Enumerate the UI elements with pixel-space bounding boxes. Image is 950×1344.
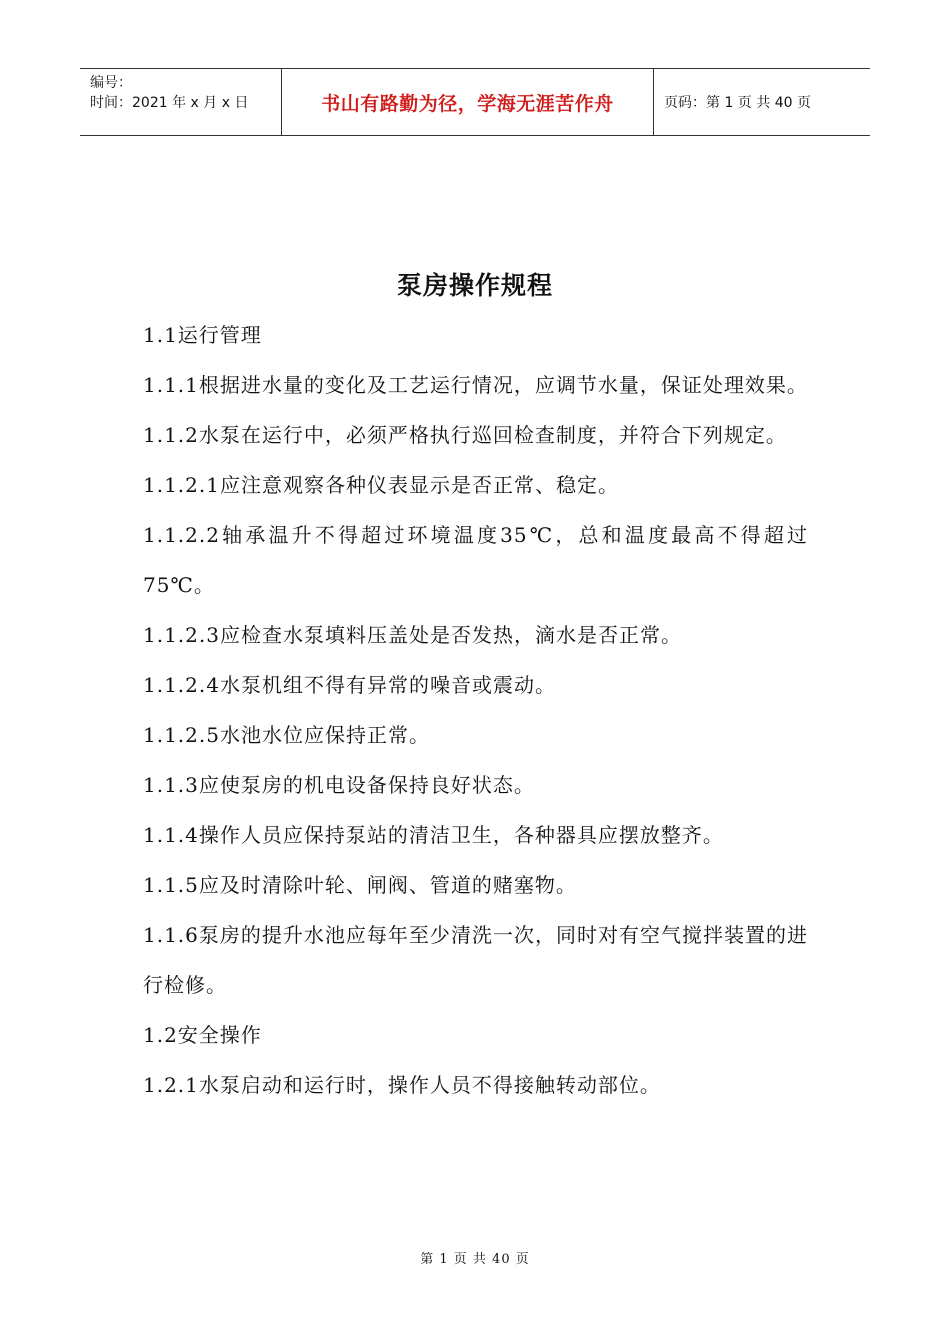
paragraph: 1.2.1水泵启动和运行时，操作人员不得接触转动部位。 bbox=[143, 1073, 661, 1097]
paragraph: 1.1.2.3应检查水泵填料压盖处是否发热，滴水是否正常。 bbox=[143, 623, 682, 647]
document-date-label: 时间：2021 年 x 月 x 日 bbox=[90, 95, 249, 111]
header-meta bbox=[80, 69, 282, 135]
page-footer: 第 1 页 共 40 页 bbox=[420, 1252, 530, 1267]
document-title: 泵房操作规程 bbox=[396, 271, 553, 300]
paragraph: 1.1.2.1应注意观察各种仪表显示是否正常、稳定。 bbox=[143, 473, 619, 497]
section-heading: 1.2安全操作 bbox=[143, 1023, 262, 1047]
paragraph: 1.1.5应及时清除叶轮、闸阀、管道的赌塞物。 bbox=[143, 873, 577, 897]
paragraph: 1.1.2.4水泵机组不得有异常的噪音或震动。 bbox=[143, 673, 556, 697]
paragraph: 1.1.1根据进水量的变化及工艺运行情况，应调节水量，保证处理效果。 bbox=[143, 373, 808, 397]
header-motto: 书山有路勤为径，学海无涯苦作舟 bbox=[282, 69, 654, 135]
header-page-number: 页码：第 1 页 共 40 页 bbox=[664, 95, 811, 111]
paragraph: 1.1.2水泵在运行中，必须严格执行巡回检查制度，并符合下列规定。 bbox=[143, 423, 787, 447]
paragraph: 1.1.6泵房的提升水池应每年至少清洗一次，同时对有空气搅拌装置的进行检修。 bbox=[143, 923, 808, 997]
paragraph: 1.1运行管理 bbox=[143, 323, 262, 347]
page-header bbox=[80, 68, 870, 136]
paragraph: 1.1.4操作人员应保持泵站的清洁卫生，各种器具应摆放整齐。 bbox=[143, 823, 724, 847]
paragraph: 1.1.3应使泵房的机电设备保持良好状态。 bbox=[143, 773, 535, 797]
paragraph: 1.1.2.2轴承温升不得超过环境温度35℃，总和温度最高不得超过75℃。 bbox=[143, 523, 808, 597]
document-number-label: 编号： bbox=[90, 75, 132, 91]
paragraph: 1.1.2.5水池水位应保持正常。 bbox=[143, 723, 430, 747]
document-body bbox=[143, 310, 808, 1110]
